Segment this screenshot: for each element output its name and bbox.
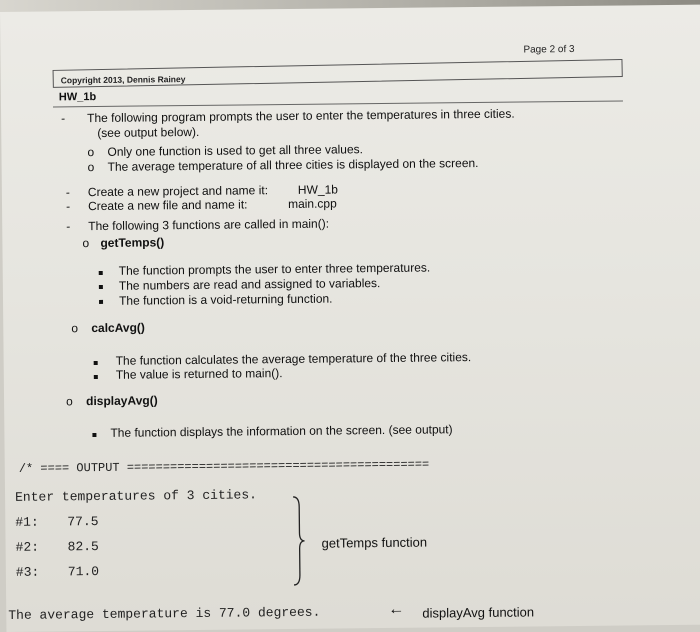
output-row-value: 71.0 [67,563,100,580]
displayavg-note: displayAvg function [422,604,535,621]
circle-bullet: o [82,236,90,251]
square-bullet [94,375,98,379]
gettemps-point-3: The function is a void-returning function. [118,291,333,308]
output-row-label: #1: [15,514,39,530]
title-rule [53,100,623,107]
calcavg-point-2: The value is returned to main(). [115,366,283,382]
dash-marker: - [61,111,66,126]
displayavg-point-1: The function displays the information on the screen. (see output) [110,422,453,440]
intro-bullet-1: Only one function is used to get all three values. [107,142,364,159]
square-bullet [99,285,103,289]
square-bullet [99,271,103,275]
create-project-label: Create a new project and name it: [87,183,269,200]
gettemps-point-2: The numbers are read and assigned to variables. [118,276,381,293]
curly-brace [291,495,306,587]
circle-bullet: o [87,145,95,160]
function-calcavg: calcAvg() [91,320,145,336]
output-average-line: The average temperature is 77.0 degrees. [8,604,321,623]
square-bullet [94,361,98,365]
intro-bullet-2: The average temperature of all three cities is displayed on the screen. [107,155,479,174]
circle-bullet: o [66,394,73,409]
function-gettemps: getTemps() [100,235,165,250]
project-name: HW_1b [297,182,338,197]
square-bullet [92,433,96,437]
assignment-title: HW_1b [58,90,97,104]
copyright-line: Copyright 2013, Dennis Rainey [60,74,186,86]
calcavg-point-1: The function calculates the average temperature of the three cities. [115,350,472,368]
header-box [53,59,623,88]
dash-marker: - [66,219,71,234]
gettemps-note: getTemps function [321,534,428,551]
circle-bullet: o [87,160,95,175]
left-arrow-icon: ← [388,600,405,618]
page-number: Page 2 of 3 [523,43,575,56]
create-file-label: Create a new file and name it: [87,197,248,214]
output-row-label: #3: [15,564,40,580]
intro-line-2: (see output below). [97,124,200,140]
output-header: /* ==== OUTPUT ========================================== [18,457,430,476]
dash-marker: - [65,199,71,214]
gettemps-point-1: The function prompts the user to enter three temperatures. [118,260,431,278]
output-prompt: Enter temperatures of 3 cities. [15,487,257,505]
intro-line-1: The following program prompts the user to enter the temperatures in three cities. [87,106,515,126]
circle-bullet: o [71,321,79,336]
output-row-label: #2: [15,539,40,555]
file-name: main.cpp [287,196,337,211]
output-row-value: 77.5 [67,513,99,530]
square-bullet [99,300,103,304]
functions-intro: The following 3 functions are called in main(): [88,216,330,234]
dash-marker: - [65,185,70,200]
function-displayavg: displayAvg() [86,393,158,409]
output-row-value: 82.5 [67,538,99,555]
document-page [0,5,700,632]
